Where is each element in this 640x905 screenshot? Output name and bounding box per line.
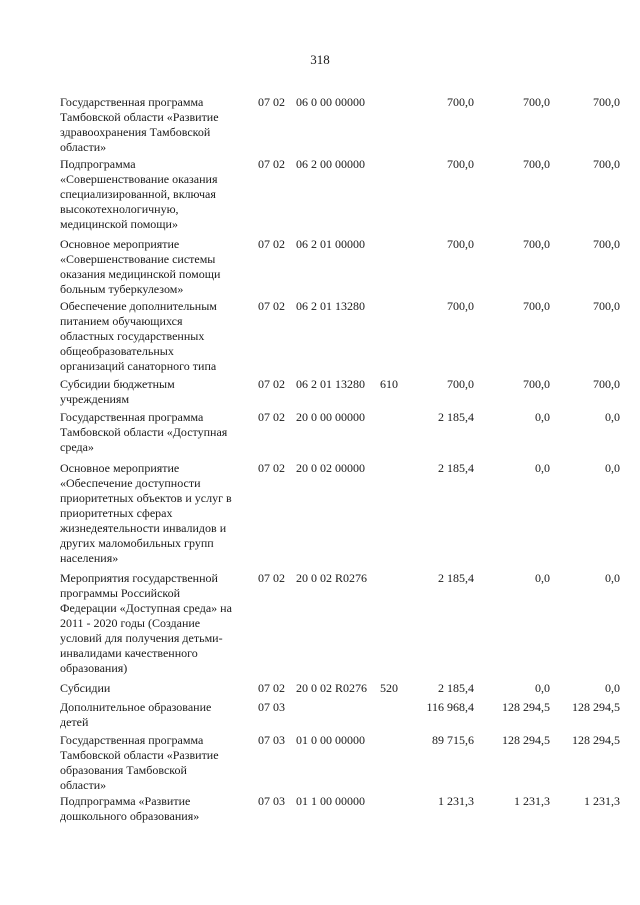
row-section-code: 07 02 [258,237,285,251]
row-value-1: 700,0 [447,237,474,251]
row-value-3: 0,0 [605,571,620,585]
row-section-code: 07 02 [258,681,285,695]
row-value-2: 700,0 [523,377,550,391]
row-value-3: 1 231,3 [584,794,620,808]
row-value-3: 0,0 [605,410,620,424]
row-target-code: 06 2 00 00000 [296,157,365,171]
row-value-2: 700,0 [523,95,550,109]
row-value-2: 0,0 [535,681,550,695]
row-value-1: 2 185,4 [438,571,474,585]
row-value-1: 116 968,4 [426,700,474,714]
row-value-2: 700,0 [523,299,550,313]
row-value-1: 700,0 [447,95,474,109]
row-section-code: 07 02 [258,95,285,109]
row-name: Мероприятия государственной программы Российской Федерации «Доступная среда» на 2011 - 2020 годы (Создание условий для получения детьми- инвалидами качественного образования) [60,571,232,675]
row-section-code: 07 02 [258,299,285,313]
row-name: Основное мероприятие «Совершенствование системы оказания медицинской помощи больным туберкулезом» [60,237,221,296]
row-value-2: 0,0 [535,461,550,475]
row-target-code: 06 0 00 00000 [296,95,365,109]
row-value-1: 2 185,4 [438,461,474,475]
row-target-code: 06 2 01 00000 [296,237,365,251]
row-value-1: 2 185,4 [438,410,474,424]
row-value-2: 128 294,5 [502,733,550,747]
row-value-2: 0,0 [535,410,550,424]
row-target-code: 01 0 00 00000 [296,733,365,747]
row-value-3: 700,0 [593,237,620,251]
row-name: Субсидии [60,681,111,695]
row-value-2: 700,0 [523,237,550,251]
row-value-3: 700,0 [593,299,620,313]
row-value-1: 89 715,6 [432,733,474,747]
row-expense-type: 610 [380,377,398,391]
row-target-code: 20 0 00 00000 [296,410,365,424]
row-value-1: 700,0 [447,377,474,391]
row-section-code: 07 03 [258,794,285,808]
row-expense-type: 520 [380,681,398,695]
row-value-3: 700,0 [593,157,620,171]
row-name: Государственная программа Тамбовской области «Развитие здравоохранения Тамбовской области» [60,95,219,154]
row-value-2: 1 231,3 [514,794,550,808]
row-value-1: 1 231,3 [438,794,474,808]
row-name: Обеспечение дополнительным питанием обучающихся областных государственных общеобразовательных организаций санаторного типа [60,299,217,373]
row-section-code: 07 02 [258,157,285,171]
row-name: Государственная программа Тамбовской области «Доступная среда» [60,410,228,454]
row-name: Государственная программа Тамбовской области «Развитие образования Тамбовской области» [60,733,219,792]
row-value-2: 0,0 [535,571,550,585]
row-section-code: 07 03 [258,700,285,714]
row-section-code: 07 02 [258,461,285,475]
row-name: Подпрограмма «Развитие дошкольного образования» [60,794,200,823]
row-section-code: 07 02 [258,410,285,424]
row-name: Подпрограмма «Совершенствование оказания специализированной, включая высокотехнологичную, медицинской помощи» [60,157,218,231]
row-target-code: 20 0 02 00000 [296,461,365,475]
row-value-1: 2 185,4 [438,681,474,695]
row-target-code: 20 0 02 R0276 [296,681,368,695]
row-value-3: 700,0 [593,95,620,109]
row-section-code: 07 02 [258,377,285,391]
row-value-3: 0,0 [605,681,620,695]
row-target-code: 06 2 01 13280 [296,299,365,313]
row-value-1: 700,0 [447,299,474,313]
row-name: Субсидии бюджетным учреждениям [60,377,175,406]
row-target-code: 20 0 02 R0276 [296,571,368,585]
row-target-code: 06 2 01 13280 [296,377,365,391]
row-value-2: 700,0 [523,157,550,171]
row-name: Основное мероприятие «Обеспечение доступности приоритетных объектов и услуг в приоритетных сферах жизнедеятельности инвалидов и других маломобильных групп населения» [60,461,232,565]
row-value-3: 0,0 [605,461,620,475]
page-number: 318 [310,52,330,67]
row-value-3: 128 294,5 [572,733,620,747]
row-value-1: 700,0 [447,157,474,171]
row-value-2: 128 294,5 [502,700,550,714]
row-name: Дополнительное образование детей [60,700,212,729]
row-section-code: 07 02 [258,571,285,585]
row-value-3: 128 294,5 [572,700,620,714]
row-value-3: 700,0 [593,377,620,391]
row-target-code: 01 1 00 00000 [296,794,365,808]
row-section-code: 07 03 [258,733,285,747]
